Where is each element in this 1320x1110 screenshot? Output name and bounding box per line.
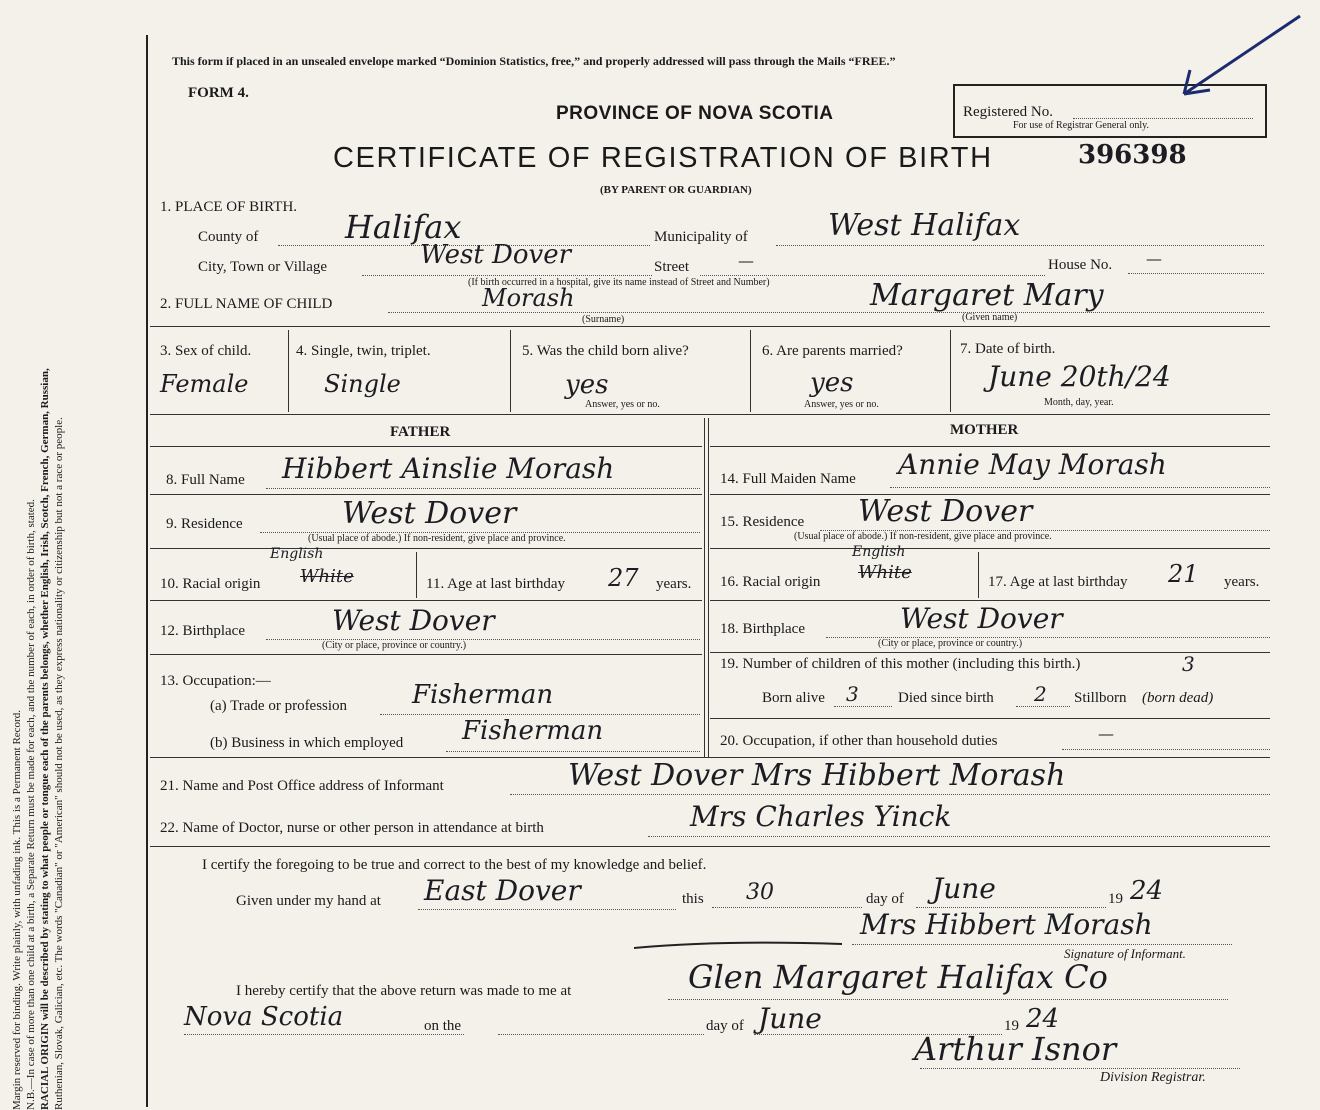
- year-value: 24: [1130, 876, 1164, 906]
- mother-residence-caption: (Usual place of abode.) If non-resident, give place and province.: [794, 531, 1052, 542]
- father-name-line: [266, 488, 700, 489]
- day-of-label: day of: [866, 891, 904, 907]
- stillborn-label: Stillborn: [1074, 690, 1127, 706]
- doctor-line: [648, 836, 1270, 837]
- house-label: House No.: [1048, 257, 1113, 273]
- died-value: 2: [1034, 682, 1047, 706]
- registrar-place-line: [668, 999, 1228, 1000]
- given-place-value: East Dover: [424, 874, 581, 907]
- day-value: 30: [746, 880, 774, 905]
- registrar-month: June: [758, 1002, 822, 1035]
- father-residence-label: 9. Residence: [166, 516, 243, 532]
- margin-line-2: N.B.—In case of more than one child at a birth, a Separate Return must be made for each, and the number of each, in order of birth, stated.: [25, 499, 37, 1110]
- street-value: —: [738, 251, 754, 270]
- mother-birthplace-label: 18. Birthplace: [720, 621, 805, 637]
- house-value: —: [1146, 249, 1162, 268]
- registrar-place2-line: [184, 1034, 464, 1035]
- father-racial-label: 10. Racial origin: [160, 576, 261, 592]
- col-sep-4: [950, 330, 951, 412]
- father-name-value: Hibbert Ainslie Morash: [282, 452, 615, 485]
- mother-rule-6: [710, 718, 1270, 719]
- registrar-signature: Arthur Isnor: [914, 1030, 1117, 1068]
- father-age-unit: years.: [656, 576, 692, 592]
- mother-racial-value: English: [852, 544, 906, 560]
- trade-value: Fisherman: [412, 680, 554, 710]
- mother-age-unit: years.: [1224, 574, 1260, 590]
- father-racial-value: English: [270, 546, 324, 562]
- check-mark-icon: [1180, 8, 1310, 100]
- plurality-value: Single: [324, 370, 401, 398]
- occupation-label: 13. Occupation:—: [160, 673, 271, 689]
- child-given-name: Margaret Mary: [870, 278, 1104, 313]
- died-label: Died since birth: [898, 690, 994, 706]
- business-line: [446, 751, 700, 752]
- street-label: Street: [654, 259, 689, 275]
- informant-signature-line: [852, 944, 1232, 945]
- margin-line-4: Ruthenian, Slovak, Galician, etc. The words "Canadian" or "American" should not be used, as they express nationality or citizenship but not a race or people.: [53, 417, 65, 1110]
- dob-caption: Month, day, year.: [1044, 397, 1114, 408]
- dob-value: June 20th/24: [988, 360, 1171, 393]
- registrar-year-prefix: 19: [1004, 1018, 1019, 1034]
- sex-label: 3. Sex of child.: [160, 343, 252, 359]
- mother-name-value: Annie May Morash: [898, 448, 1167, 481]
- mother-residence-value: West Dover: [858, 494, 1033, 529]
- given-caption: (Given name): [962, 312, 1018, 323]
- parents-divider: [704, 418, 705, 758]
- mother-age-label: 17. Age at last birthday: [988, 574, 1128, 590]
- form-number: FORM 4.: [188, 85, 249, 101]
- city-line: [362, 275, 652, 276]
- city-value: West Dover: [420, 240, 572, 270]
- mail-note: This form if placed in an unsealed envelope marked “Dominion Statistics, free,” and properly addressed will pass through the Mails “FREE.”: [172, 54, 896, 68]
- house-line: [1128, 273, 1264, 274]
- this-label: this: [682, 891, 704, 907]
- married-caption: Answer, yes or no.: [804, 399, 879, 410]
- mother-occupation-label: 20. Occupation, if other than household duties: [720, 733, 998, 749]
- mother-birthplace-caption: (City or place, province or country.): [878, 638, 1023, 649]
- born-alive-count-line: [834, 706, 892, 707]
- born-alive-label: 5. Was the child born alive?: [522, 343, 689, 359]
- certificate-subtitle: (BY PARENT OR GUARDIAN): [600, 184, 752, 196]
- rule-1: [150, 326, 1270, 327]
- born-alive-count-label: Born alive: [762, 690, 825, 706]
- registrar-day-of-label: day of: [706, 1018, 744, 1034]
- child-name-label: 2. FULL NAME OF CHILD: [160, 296, 333, 312]
- business-label: (b) Business in which employed: [210, 735, 404, 751]
- plurality-label: 4. Single, twin, triplet.: [296, 343, 431, 359]
- certificate-title: CERTIFICATE OF REGISTRATION OF BIRTH: [333, 142, 993, 174]
- father-name-label: 8. Full Name: [166, 472, 245, 488]
- rule-2: [150, 414, 1270, 415]
- married-label: 6. Are parents married?: [762, 343, 903, 359]
- father-birthplace-caption: (City or place, province or country.): [322, 640, 467, 651]
- father-rule-5: [150, 654, 702, 655]
- father-racial-struck: White: [300, 566, 354, 587]
- born-alive-caption: Answer, yes or no.: [585, 399, 660, 410]
- trade-label: (a) Trade or profession: [210, 698, 348, 714]
- father-rule-4: [150, 600, 702, 601]
- place-of-birth-label: 1. PLACE OF BIRTH.: [160, 199, 298, 215]
- registrar-statement: I hereby certify that the above return was made to me at: [236, 983, 572, 999]
- hospital-note: (If birth occurred in a hospital, give its name instead of Street and Number): [468, 277, 770, 288]
- trade-line: [380, 714, 700, 715]
- city-label: City, Town or Village: [198, 259, 328, 275]
- sex-value: Female: [160, 370, 249, 398]
- registrar-place: Glen Margaret Halifax Co: [688, 958, 1108, 996]
- father-birthplace-value: West Dover: [332, 604, 495, 637]
- parents-divider-2: [708, 418, 709, 758]
- month-value: June: [932, 872, 996, 905]
- certificate-number: 396398: [1078, 140, 1187, 170]
- stillborn-note: (born dead): [1142, 690, 1214, 706]
- mother-racial-label: 16. Racial origin: [720, 574, 821, 590]
- col-sep-3: [750, 330, 751, 412]
- mother-residence-label: 15. Residence: [720, 514, 805, 530]
- married-value: yes: [810, 368, 854, 398]
- registrar-signature-line: [920, 1068, 1240, 1069]
- mother-birthplace-value: West Dover: [900, 602, 1063, 635]
- mother-occupation-line: [1062, 749, 1270, 750]
- mother-rule-4: [710, 600, 1270, 601]
- on-the-label: on the: [424, 1018, 462, 1034]
- born-alive-value: yes: [565, 370, 609, 400]
- registered-note: For use of Registrar General only.: [1013, 120, 1149, 131]
- mother-racial-struck: White: [858, 562, 912, 583]
- margin-line-3: RACIAL ORIGIN will be described by stating to what people or tongue each of the parents belongs, whether English, Irish, Scotch, French, German, Russian,: [39, 368, 51, 1110]
- mother-heading: MOTHER: [950, 422, 1019, 438]
- mother-age-value: 21: [1168, 560, 1199, 588]
- day-line: [712, 907, 862, 908]
- certification-statement: I certify the foregoing to be true and correct to the best of my knowledge and belief.: [202, 857, 707, 873]
- informant-value: West Dover Mrs Hibbert Morash: [568, 758, 1066, 793]
- margin-border: [146, 35, 148, 1107]
- municipality-value: West Halifax: [828, 208, 1021, 243]
- mother-rule-1: [710, 446, 1270, 447]
- born-alive-count-value: 3: [846, 682, 859, 706]
- province-heading: PROVINCE OF NOVA SCOTIA: [556, 103, 834, 124]
- father-residence-value: West Dover: [342, 496, 517, 531]
- father-rule-3: [150, 548, 702, 549]
- registrar-year: 24: [1026, 1004, 1060, 1034]
- registered-label: Registered No.: [963, 104, 1053, 120]
- children-label: 19. Number of children of this mother (including this birth.): [720, 656, 1081, 672]
- father-heading: FATHER: [390, 424, 451, 440]
- col-sep-1: [288, 330, 289, 412]
- father-residence-caption: (Usual place of abode.) If non-resident, give place and province.: [308, 533, 566, 544]
- mother-name-label: 14. Full Maiden Name: [720, 471, 856, 487]
- registrar-place-2: Nova Scotia: [184, 1002, 344, 1032]
- surname-caption: (Surname): [582, 314, 625, 325]
- child-name-line: [388, 312, 1264, 313]
- child-surname: Morash: [482, 284, 575, 312]
- registered-line: [1073, 118, 1253, 119]
- mother-age-sep: [978, 552, 979, 598]
- dob-label: 7. Date of birth.: [960, 341, 1056, 357]
- year-prefix: 19: [1108, 891, 1123, 907]
- registrar-caption: Division Registrar.: [1100, 1070, 1206, 1085]
- margin-line-1: Margin reserved for binding. Write plainly, with unfading ink. This is a Permanent Record.: [11, 710, 23, 1110]
- children-value: 3: [1182, 652, 1195, 676]
- county-label: County of: [198, 229, 259, 245]
- informant-line: [510, 794, 1270, 795]
- father-rule-1: [150, 446, 702, 447]
- father-rule-2: [150, 494, 702, 495]
- given-place-line: [418, 909, 676, 910]
- died-line: [1016, 706, 1070, 707]
- registrar-day-line: [498, 1034, 704, 1035]
- informant-caption: Signature of Informant.: [1064, 946, 1186, 961]
- father-age-sep: [416, 552, 417, 598]
- father-age-label: 11. Age at last birthday: [426, 576, 565, 592]
- informant-label: 21. Name and Post Office address of Informant: [160, 778, 444, 794]
- margin-instructions: [10, 110, 110, 1110]
- business-value: Fisherman: [462, 716, 604, 746]
- father-birthplace-label: 12. Birthplace: [160, 623, 245, 639]
- street-line: [700, 275, 1045, 276]
- county-value: Halifax: [345, 208, 462, 246]
- informant-signature: Mrs Hibbert Morash: [860, 908, 1153, 941]
- father-age-value: 27: [608, 564, 639, 592]
- col-sep-2: [510, 330, 511, 412]
- municipality-line: [776, 245, 1264, 246]
- municipality-label: Municipality of: [654, 229, 748, 245]
- rule-4: [150, 846, 1270, 847]
- given-label: Given under my hand at: [236, 893, 381, 909]
- pen-stroke-icon: [632, 934, 852, 958]
- mother-name-line: [890, 487, 1270, 488]
- doctor-label: 22. Name of Doctor, nurse or other person in attendance at birth: [160, 820, 544, 836]
- doctor-value: Mrs Charles Yinck: [690, 800, 952, 833]
- mother-occupation-value: —: [1098, 724, 1114, 743]
- mother-rule-3: [710, 548, 1270, 549]
